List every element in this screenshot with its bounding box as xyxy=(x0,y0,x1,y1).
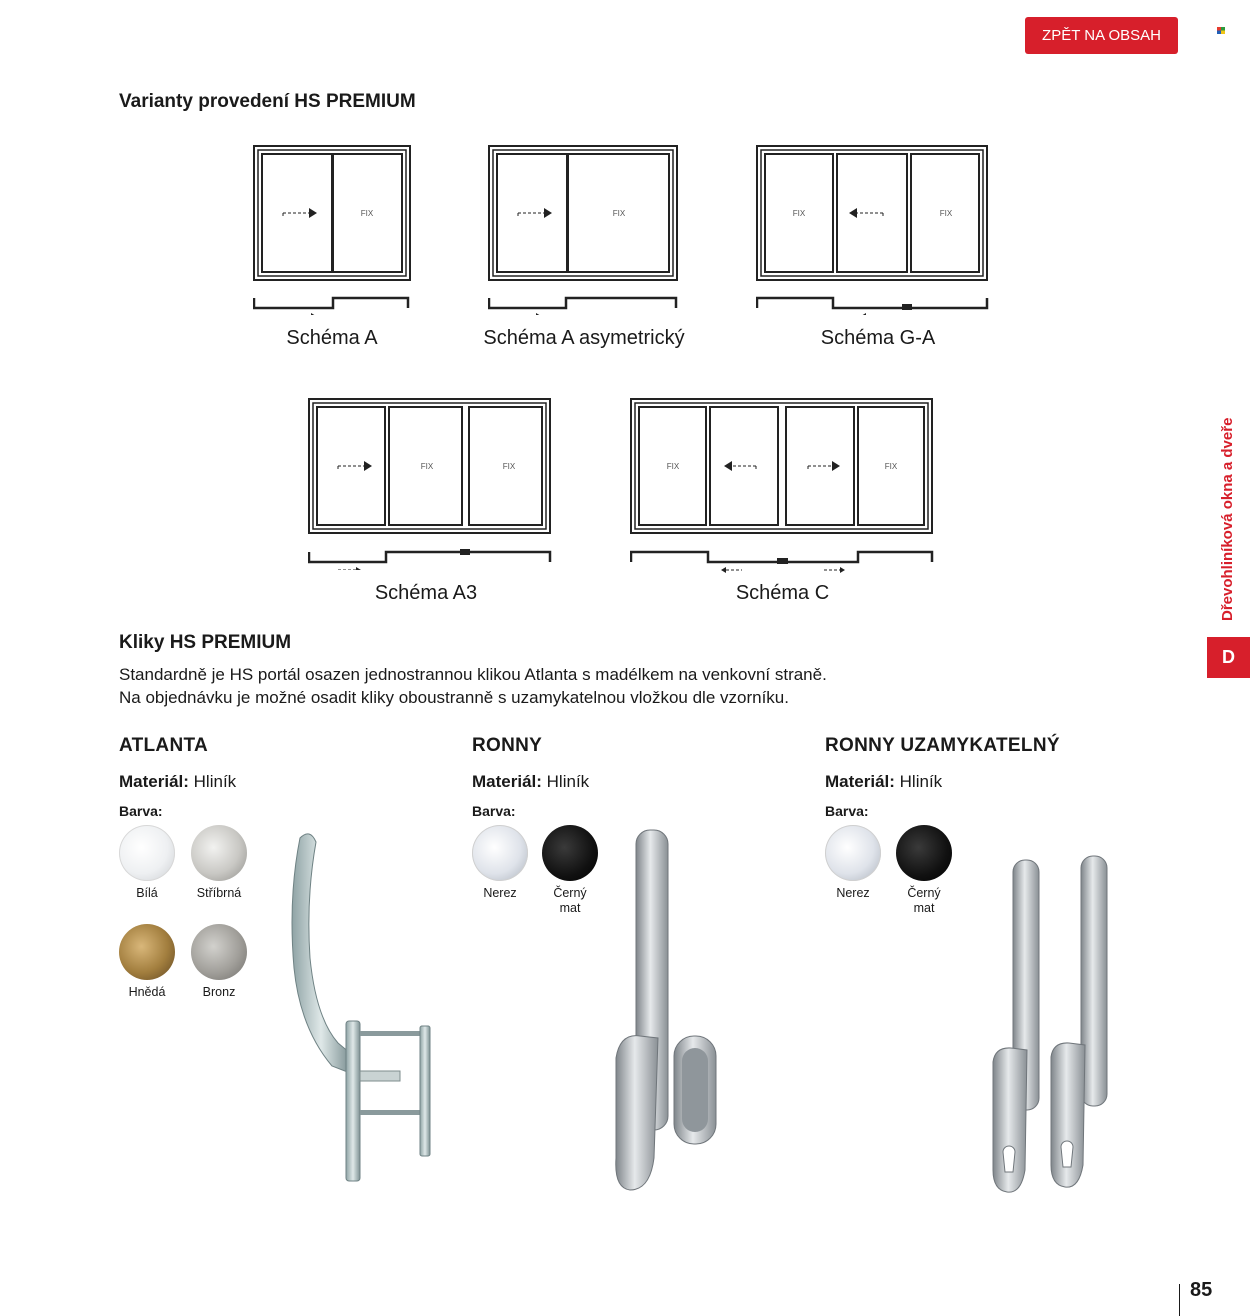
schema-g-a xyxy=(756,145,990,349)
swatch-label: Bílá xyxy=(136,886,158,900)
handle-name: RONNY UZAMYKATELNÝ xyxy=(825,735,1060,756)
swatch-hneda xyxy=(119,924,175,980)
material-label: Materiál: xyxy=(825,772,895,791)
page-number: 85 xyxy=(1190,1279,1213,1301)
swatch-label: Černý mat xyxy=(553,886,587,915)
schema-a-asymmetric xyxy=(483,145,685,349)
fix-label: FIX xyxy=(666,462,680,471)
material-label: Materiál: xyxy=(472,772,542,791)
fix-label: FIX xyxy=(792,209,806,218)
schema-a-asym-drawing xyxy=(488,145,680,315)
fix-label: FIX xyxy=(884,462,898,471)
fix-label: FIX xyxy=(939,209,953,218)
handles-title: Kliky HS PREMIUM xyxy=(119,632,292,653)
logo-icon xyxy=(1217,27,1225,34)
handle-name: ATLANTA xyxy=(119,735,208,756)
material-line xyxy=(825,772,942,792)
fix-label: FIX xyxy=(360,209,374,218)
back-to-contents-button[interactable]: ZPĚT NA OBSAH xyxy=(1025,17,1178,54)
swatch-stribrna xyxy=(191,825,247,881)
ronny-lockable-handle-image xyxy=(985,852,1120,1197)
swatch-label: Stříbrná xyxy=(196,886,242,900)
variants-title: Varianty provedení HS PREMIUM xyxy=(119,91,416,112)
barva-label: Barva: xyxy=(825,803,869,819)
swatch-cerny-mat xyxy=(542,825,598,881)
swatch-nerez xyxy=(825,825,881,881)
material-label: Materiál: xyxy=(119,772,189,791)
swatch-bronz xyxy=(191,924,247,980)
schema-a3-drawing xyxy=(308,398,553,570)
chapter-tab[interactable]: D xyxy=(1207,637,1250,678)
schema-c-drawing xyxy=(630,398,935,574)
schema-caption: Schéma C xyxy=(735,582,830,604)
schema-c xyxy=(630,398,935,608)
handle-name: RONNY xyxy=(472,735,543,756)
swatch-label: Nerez xyxy=(483,886,517,900)
schema-a3 xyxy=(308,398,553,608)
material-line xyxy=(472,772,589,792)
swatch-label: Černý mat xyxy=(907,886,941,915)
swatch-label: Hnědá xyxy=(128,985,166,999)
schema-a xyxy=(253,145,411,349)
fix-label: FIX xyxy=(612,209,626,218)
schema-a-drawing xyxy=(253,145,411,315)
schema-caption: Schéma A3 xyxy=(374,582,478,604)
swatch-nerez xyxy=(472,825,528,881)
schema-caption: Schéma G-A xyxy=(820,327,936,349)
material-line xyxy=(119,772,236,792)
schema-caption: Schéma A asymetrický xyxy=(483,327,685,349)
material-value: Hliník xyxy=(193,772,237,791)
handles-intro-line-1: Standardně je HS portál osazen jednostrannou klikou Atlanta s madélkem na venkovní straně. xyxy=(119,665,827,684)
barva-label: Barva: xyxy=(119,803,163,819)
ronny-handle-image xyxy=(610,828,730,1198)
handles-intro-line-2: Na objednávku je možné osadit kliky oboustranně s uzamykatelnou vložkou dle vzorníku. xyxy=(119,688,789,707)
atlanta-handle-image xyxy=(280,828,440,1188)
material-value: Hliník xyxy=(899,772,943,791)
swatch-label: Bronz xyxy=(202,985,236,999)
chapter-side-text: Dřevohliníková okna a dveře xyxy=(1219,417,1236,621)
swatch-cerny-mat xyxy=(896,825,952,881)
schema-g-a-drawing xyxy=(756,145,990,315)
swatch-label: Nerez xyxy=(836,886,870,900)
fix-label: FIX xyxy=(502,462,516,471)
swatch-bila xyxy=(119,825,175,881)
material-value: Hliník xyxy=(546,772,590,791)
schema-caption: Schéma A xyxy=(286,327,378,349)
barva-label: Barva: xyxy=(472,803,516,819)
page-number-divider xyxy=(1179,1284,1180,1316)
fix-label: FIX xyxy=(420,462,434,471)
